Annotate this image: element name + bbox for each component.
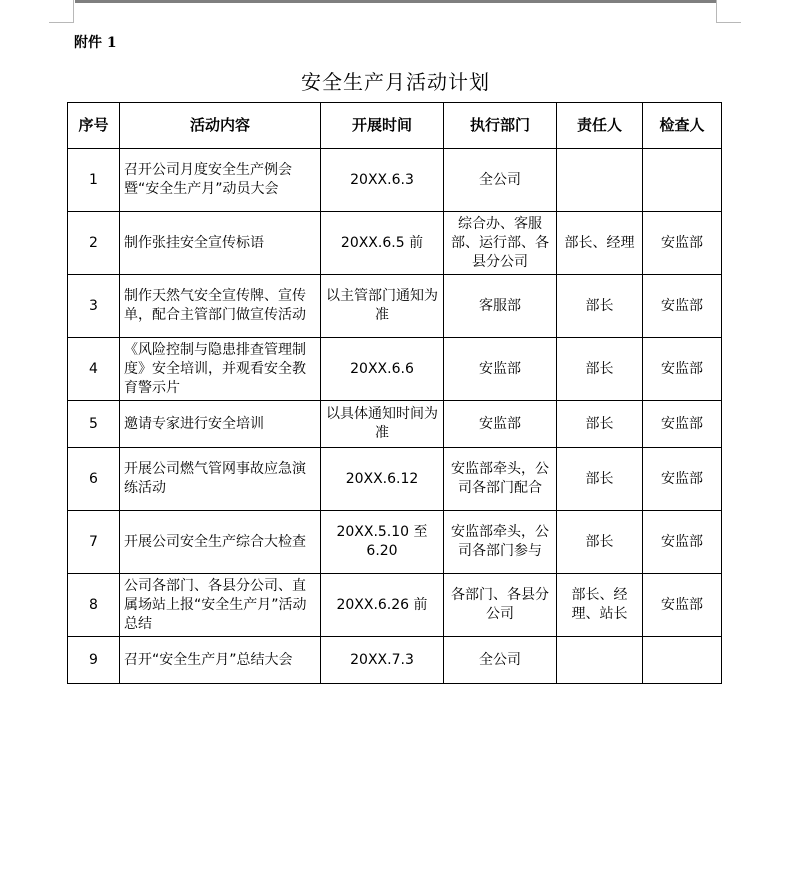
table-row bbox=[68, 637, 722, 684]
cell-content: 召开公司月度安全生产例会暨“安全生产月”动员大会 bbox=[120, 149, 321, 212]
table-row bbox=[68, 511, 722, 574]
table-row bbox=[68, 275, 722, 338]
cell-content: 制作天然气安全宣传牌、宣传单，配合主管部门做宣传活动 bbox=[120, 275, 321, 338]
table-row bbox=[68, 448, 722, 511]
cell-checker bbox=[643, 637, 722, 684]
cell-time: 20XX.6.26 前 bbox=[321, 574, 444, 637]
cell-department: 全公司 bbox=[444, 637, 557, 684]
cell-time: 20XX.7.3 bbox=[321, 637, 444, 684]
cell-number: 9 bbox=[68, 637, 120, 684]
cell-checker bbox=[643, 149, 722, 212]
cell-owner: 部长、经理、站长 bbox=[557, 574, 643, 637]
cell-department: 综合办、客服部、运行部、各县分公司 bbox=[444, 212, 557, 275]
cell-checker: 安监部 bbox=[643, 574, 722, 637]
cell-time: 20XX.5.10 至 6.20 bbox=[321, 511, 444, 574]
header-time: 开展时间 bbox=[321, 103, 444, 149]
cell-department: 客服部 bbox=[444, 275, 557, 338]
cell-owner: 部长 bbox=[557, 448, 643, 511]
cell-time: 20XX.6.6 bbox=[321, 338, 444, 401]
cell-number: 5 bbox=[68, 401, 120, 448]
table-row bbox=[68, 338, 722, 401]
cell-owner bbox=[557, 149, 643, 212]
cell-number: 1 bbox=[68, 149, 120, 212]
cell-number: 4 bbox=[68, 338, 120, 401]
cell-department: 各部门、各县分公司 bbox=[444, 574, 557, 637]
page-top-edge bbox=[75, 0, 716, 3]
table-row bbox=[68, 401, 722, 448]
cell-time: 20XX.6.5 前 bbox=[321, 212, 444, 275]
cell-department: 安监部 bbox=[444, 401, 557, 448]
cell-checker: 安监部 bbox=[643, 275, 722, 338]
cell-checker: 安监部 bbox=[643, 212, 722, 275]
cell-checker: 安监部 bbox=[643, 338, 722, 401]
cell-content: 《风险控制与隐患排查管理制度》安全培训，并观看安全教育警示片 bbox=[120, 338, 321, 401]
cell-number: 3 bbox=[68, 275, 120, 338]
cell-content: 公司各部门、各县分公司、直属场站上报“安全生产月”活动总结 bbox=[120, 574, 321, 637]
table-row bbox=[68, 212, 722, 275]
table-row bbox=[68, 574, 722, 637]
cell-content: 开展公司燃气管网事故应急演练活动 bbox=[120, 448, 321, 511]
cell-department: 安监部牵头，公司各部门配合 bbox=[444, 448, 557, 511]
page-title: 安全生产月活动计划 bbox=[301, 70, 490, 94]
cell-owner: 部长 bbox=[557, 275, 643, 338]
attachment-label: 附件 1 bbox=[74, 35, 117, 51]
cell-time: 20XX.6.3 bbox=[321, 149, 444, 212]
cell-owner: 部长 bbox=[557, 511, 643, 574]
page-corner-mark-right bbox=[716, 0, 741, 23]
table-header-row bbox=[68, 103, 722, 149]
header-checker: 检查人 bbox=[643, 103, 722, 149]
cell-content: 邀请专家进行安全培训 bbox=[120, 401, 321, 448]
cell-owner: 部长 bbox=[557, 338, 643, 401]
table-row bbox=[68, 149, 722, 212]
cell-owner bbox=[557, 637, 643, 684]
cell-content: 开展公司安全生产综合大检查 bbox=[120, 511, 321, 574]
cell-number: 6 bbox=[68, 448, 120, 511]
header-owner: 责任人 bbox=[557, 103, 643, 149]
cell-checker: 安监部 bbox=[643, 448, 722, 511]
cell-owner: 部长 bbox=[557, 401, 643, 448]
cell-checker: 安监部 bbox=[643, 401, 722, 448]
cell-content: 召开“安全生产月”总结大会 bbox=[120, 637, 321, 684]
cell-number: 2 bbox=[68, 212, 120, 275]
cell-department: 全公司 bbox=[444, 149, 557, 212]
cell-department: 安监部 bbox=[444, 338, 557, 401]
cell-time: 以主管部门通知为准 bbox=[321, 275, 444, 338]
header-department: 执行部门 bbox=[444, 103, 557, 149]
cell-owner: 部长、经理 bbox=[557, 212, 643, 275]
page-corner-mark-left bbox=[49, 0, 74, 23]
cell-number: 7 bbox=[68, 511, 120, 574]
activity-plan-table bbox=[67, 102, 722, 684]
header-content: 活动内容 bbox=[120, 103, 321, 149]
cell-time: 以具体通知时间为准 bbox=[321, 401, 444, 448]
cell-number: 8 bbox=[68, 574, 120, 637]
cell-checker: 安监部 bbox=[643, 511, 722, 574]
header-number: 序号 bbox=[68, 103, 120, 149]
cell-time: 20XX.6.12 bbox=[321, 448, 444, 511]
cell-department: 安监部牵头，公司各部门参与 bbox=[444, 511, 557, 574]
cell-content: 制作张挂安全宣传标语 bbox=[120, 212, 321, 275]
